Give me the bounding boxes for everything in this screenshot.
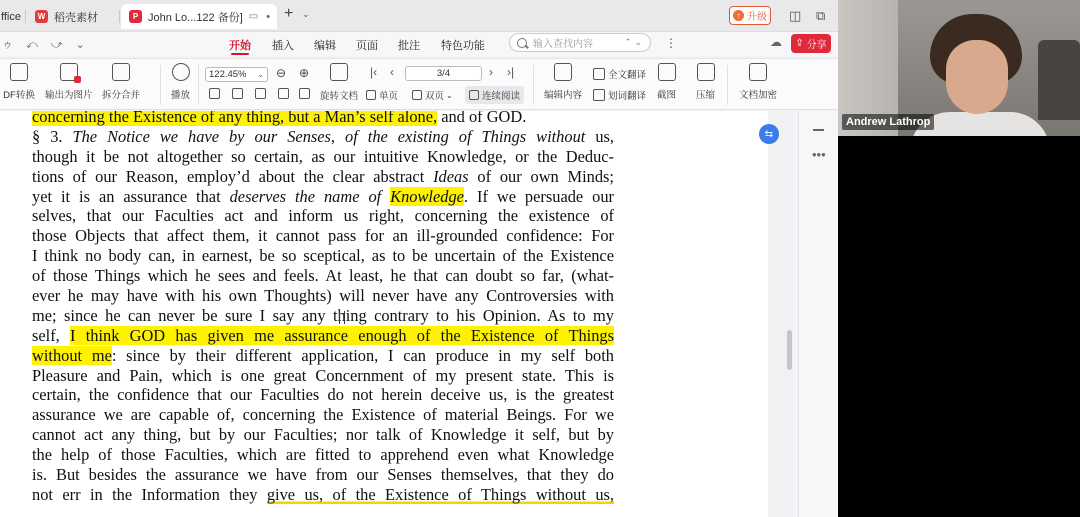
prev-page-icon[interactable]: ‹: [390, 65, 394, 79]
document-viewport[interactable]: [0, 111, 768, 517]
text-run: tions of our Reason, employ’d about the clear abstract: [32, 166, 434, 186]
more-dots-icon[interactable]: •••: [812, 147, 826, 162]
split-merge-icon: [112, 63, 130, 81]
text-line: [32, 445, 614, 465]
text-line: [32, 266, 614, 286]
layout-icon[interactable]: ◫: [789, 8, 802, 23]
toolbar-divider: [533, 65, 534, 105]
tab-divider: [25, 10, 26, 23]
compress-icon: [697, 63, 715, 81]
export-image-label: 输出为图片: [45, 90, 93, 101]
screenshot-button[interactable]: [657, 63, 676, 101]
floating-assistant-icon[interactable]: ⇆: [759, 124, 779, 144]
highlighted-text: Knowledge: [390, 186, 464, 206]
close-dot-icon[interactable]: •: [266, 10, 271, 23]
menu-annotate[interactable]: 批注: [398, 40, 420, 52]
play-button[interactable]: [171, 63, 190, 101]
text-line: [32, 167, 614, 187]
single-page-label: 单页: [379, 91, 399, 102]
fit-page-icon[interactable]: [209, 88, 220, 99]
window-icon[interactable]: ⧉: [816, 8, 826, 23]
rotate-icon: [330, 63, 348, 81]
zoom-out-icon[interactable]: ⊖: [276, 66, 287, 80]
crop-icon[interactable]: [232, 88, 243, 99]
text-run: is. But besides the assurance we have from our Senses themselves, that they do: [32, 465, 614, 485]
text-run: . If we persuade our: [463, 186, 614, 206]
toolbar-divider: [727, 65, 728, 105]
text-run: assurance we are capable of, concerning the Existence of material Beings. For we: [32, 405, 614, 425]
compress-button[interactable]: [696, 63, 715, 101]
scrollbar-track[interactable]: [768, 111, 794, 517]
zoom-select[interactable]: [205, 67, 268, 82]
encrypt-button[interactable]: [739, 63, 777, 101]
menu-special-features[interactable]: 特色功能: [441, 40, 485, 52]
text-line: [32, 425, 614, 445]
menu-home[interactable]: 开始: [229, 37, 251, 53]
text-run: ever he may have with his own Thoughts) will never have any Controversies with: [32, 286, 614, 306]
word-translate-button[interactable]: [593, 88, 646, 102]
full-translate-button[interactable]: [593, 67, 646, 81]
webcam-video: [838, 0, 1080, 136]
upgrade-button[interactable]: [729, 6, 771, 25]
text-line: [32, 206, 614, 226]
text-run: The Notice we have by our Senses, of the existing of Things without: [72, 126, 586, 146]
split-merge-button[interactable]: [102, 63, 140, 101]
text-run: Pleasure and Pain, which is one great Concernment of my present state. This is: [32, 365, 614, 385]
single-page-button[interactable]: [366, 88, 398, 102]
double-page-icon: [412, 90, 422, 100]
text-line: [32, 405, 614, 425]
word-translate-label: 划词翻译: [608, 91, 647, 102]
word-translate-icon: [593, 89, 605, 101]
pdf-icon: P: [129, 10, 142, 23]
share-label: 分享: [806, 40, 827, 51]
text-run: of our own Minds;: [468, 166, 614, 186]
text-run: the help of those Faculties, which are fitted to apprehend even what Knowledge: [32, 445, 614, 465]
tab-label: 稻壳素材: [54, 11, 98, 24]
rotate-document-button[interactable]: [320, 63, 358, 102]
double-page-button[interactable]: [412, 88, 453, 102]
chevron-down-icon: ⌄: [446, 90, 453, 100]
text-line: [32, 286, 614, 306]
page-frame-icon[interactable]: [255, 88, 266, 99]
text-line: [32, 147, 614, 167]
undo-redo-group[interactable]: ゥ ⤺ ⤻ ⌄: [2, 39, 90, 51]
single-page-icon: [366, 90, 376, 100]
text-run: though it be not altogether so certain, as our intuitive Knowledge, or the Deduc-: [32, 146, 614, 166]
tab-office[interactable]: [0, 4, 26, 29]
text-run: not err in the Information they: [32, 484, 267, 504]
highlighted-text: without me: [32, 345, 112, 365]
participant-name: Andrew Lathrop: [842, 114, 934, 130]
scrollbar-thumb[interactable]: [787, 330, 792, 370]
document-page-text: [32, 111, 614, 505]
text-line: [32, 465, 614, 485]
menu-insert[interactable]: 插入: [272, 40, 294, 52]
chevron-up-down-icon[interactable]: ⌃ ⌄: [624, 37, 642, 47]
tab-label: John Lo...122 备份]: [148, 11, 243, 24]
text-line: [32, 485, 614, 505]
rotate-label: 旋转文档: [320, 91, 359, 102]
background-object: [1038, 40, 1080, 120]
last-page-icon[interactable]: ›|: [507, 65, 515, 79]
share-icon: ⇪: [795, 38, 804, 49]
new-tab-icon[interactable]: +: [284, 5, 294, 22]
text-run: me; since he can never be sure I say any thing contrary to his Opinion. As to my: [32, 305, 614, 325]
search-input[interactable]: 输入查找内容: [533, 39, 593, 50]
continuous-read-icon: [469, 90, 479, 100]
tab-bar: [0, 0, 838, 32]
text-line: [32, 346, 614, 366]
export-image-button[interactable]: [45, 63, 93, 101]
continuous-read-button[interactable]: [465, 86, 524, 104]
upgrade-label: 升级: [747, 12, 767, 23]
toolbar-divider: [198, 65, 199, 105]
play-icon: [172, 63, 190, 81]
rotate-small-icon[interactable]: [299, 88, 310, 99]
tab-divider: [119, 10, 120, 23]
underlined-text: give us, of the Existence of Things without us,: [266, 484, 614, 504]
edit-content-label: 编辑内容: [544, 90, 583, 101]
screenshot-label: 截图: [657, 90, 677, 101]
text-run: § 3.: [32, 126, 73, 146]
text-cursor-icon: [339, 311, 345, 324]
collapse-icon[interactable]: [813, 129, 824, 131]
text-run: selves, that our Faculties act and inform us right, concerning the existence of: [32, 206, 614, 226]
pdf-convert-label: DF转换: [3, 90, 35, 101]
text-run: those Objects that affect them, it cannot pass for an ill-grounded confidence: For: [32, 226, 614, 246]
text-line: [32, 326, 614, 346]
edit-content-button[interactable]: [544, 63, 582, 101]
split-merge-label: 拆分合并: [102, 90, 141, 101]
highlighted-text: I think GOD has given me assurance enough of the Existence of Things: [70, 325, 614, 345]
text-run: yet it is an assurance that: [32, 186, 230, 206]
pdf-convert-button[interactable]: [0, 63, 38, 101]
next-page-icon[interactable]: ›: [489, 65, 493, 79]
encrypt-label: 文档加密: [739, 90, 778, 101]
first-page-icon[interactable]: |‹: [370, 65, 378, 79]
ribbon-toolbar: [0, 58, 838, 110]
text-line: [32, 127, 614, 147]
text-line: [32, 366, 614, 386]
person-face: [946, 40, 1008, 114]
copy-icon[interactable]: [278, 88, 289, 99]
arrow-up-icon: ↑: [733, 10, 744, 21]
search-box[interactable]: [509, 33, 651, 52]
page-number-field[interactable]: 3/4: [405, 66, 482, 81]
text-run: deserves the name of: [229, 186, 391, 206]
text-run: us,: [585, 126, 614, 146]
text-line: [32, 306, 614, 326]
menu-edit[interactable]: 编辑: [314, 40, 336, 52]
text-run: Ideas: [433, 166, 469, 186]
more-options-icon[interactable]: ⋮: [665, 36, 677, 50]
chevron-down-icon: ⌄: [257, 70, 264, 79]
chevron-down-icon[interactable]: ⌄: [302, 9, 310, 19]
right-side-panel: [798, 111, 838, 517]
translate-icon: [593, 68, 605, 80]
text-line: [32, 111, 614, 127]
menu-page[interactable]: 页面: [356, 40, 378, 52]
full-translate-label: 全文翻译: [608, 70, 647, 81]
text-run: of those Things which he sees and feels. At least, he that can doubt so far, (what-: [32, 266, 614, 286]
text-run: cannot act any thing, but by our Faculties; nor talk of Knowledge it self, but by: [32, 425, 614, 445]
double-page-label: 双页: [425, 91, 445, 102]
tab-docer-materials[interactable]: [27, 4, 119, 29]
export-image-icon: [60, 63, 78, 81]
text-run: I think no body can, in earnest, be so sceptical, as to be uncertain of the Existence: [32, 246, 614, 266]
highlighted-text: concerning the Existence of any thing, but a Man’s self alone,: [32, 111, 437, 126]
text-line: [32, 246, 614, 266]
cloud-sync-icon[interactable]: ☁: [770, 35, 782, 49]
edit-content-icon: [554, 63, 572, 81]
pdf-convert-icon: [10, 63, 28, 81]
screenshot-icon: [658, 63, 676, 81]
text-line: [32, 226, 614, 246]
tab-pdf-document[interactable]: [121, 4, 277, 29]
text-run: : since by their different application, I can produce in my self both: [111, 345, 614, 365]
toolbar-divider: [160, 65, 161, 105]
text-line: [32, 385, 614, 405]
monitor-icon: ▭: [248, 11, 259, 22]
zoom-value: 122.45%: [209, 69, 247, 80]
search-icon: [517, 38, 527, 48]
text-run: certain, the confidence that our Faculties do not herein deceive us, is the greatest: [32, 385, 614, 405]
lock-document-icon: [749, 63, 767, 81]
tab-label: ffice: [1, 10, 21, 23]
text-run: self,: [32, 325, 70, 345]
zoom-in-icon[interactable]: ⊕: [299, 66, 310, 80]
compress-label: 压缩: [696, 90, 716, 101]
continuous-read-label: 连续阅读: [482, 91, 521, 102]
docer-icon: W: [35, 10, 48, 23]
share-button[interactable]: [791, 34, 831, 53]
text-run: and of GOD.: [437, 111, 527, 126]
text-line: [32, 187, 614, 207]
play-label: 播放: [171, 90, 191, 101]
menu-row: [0, 32, 838, 56]
